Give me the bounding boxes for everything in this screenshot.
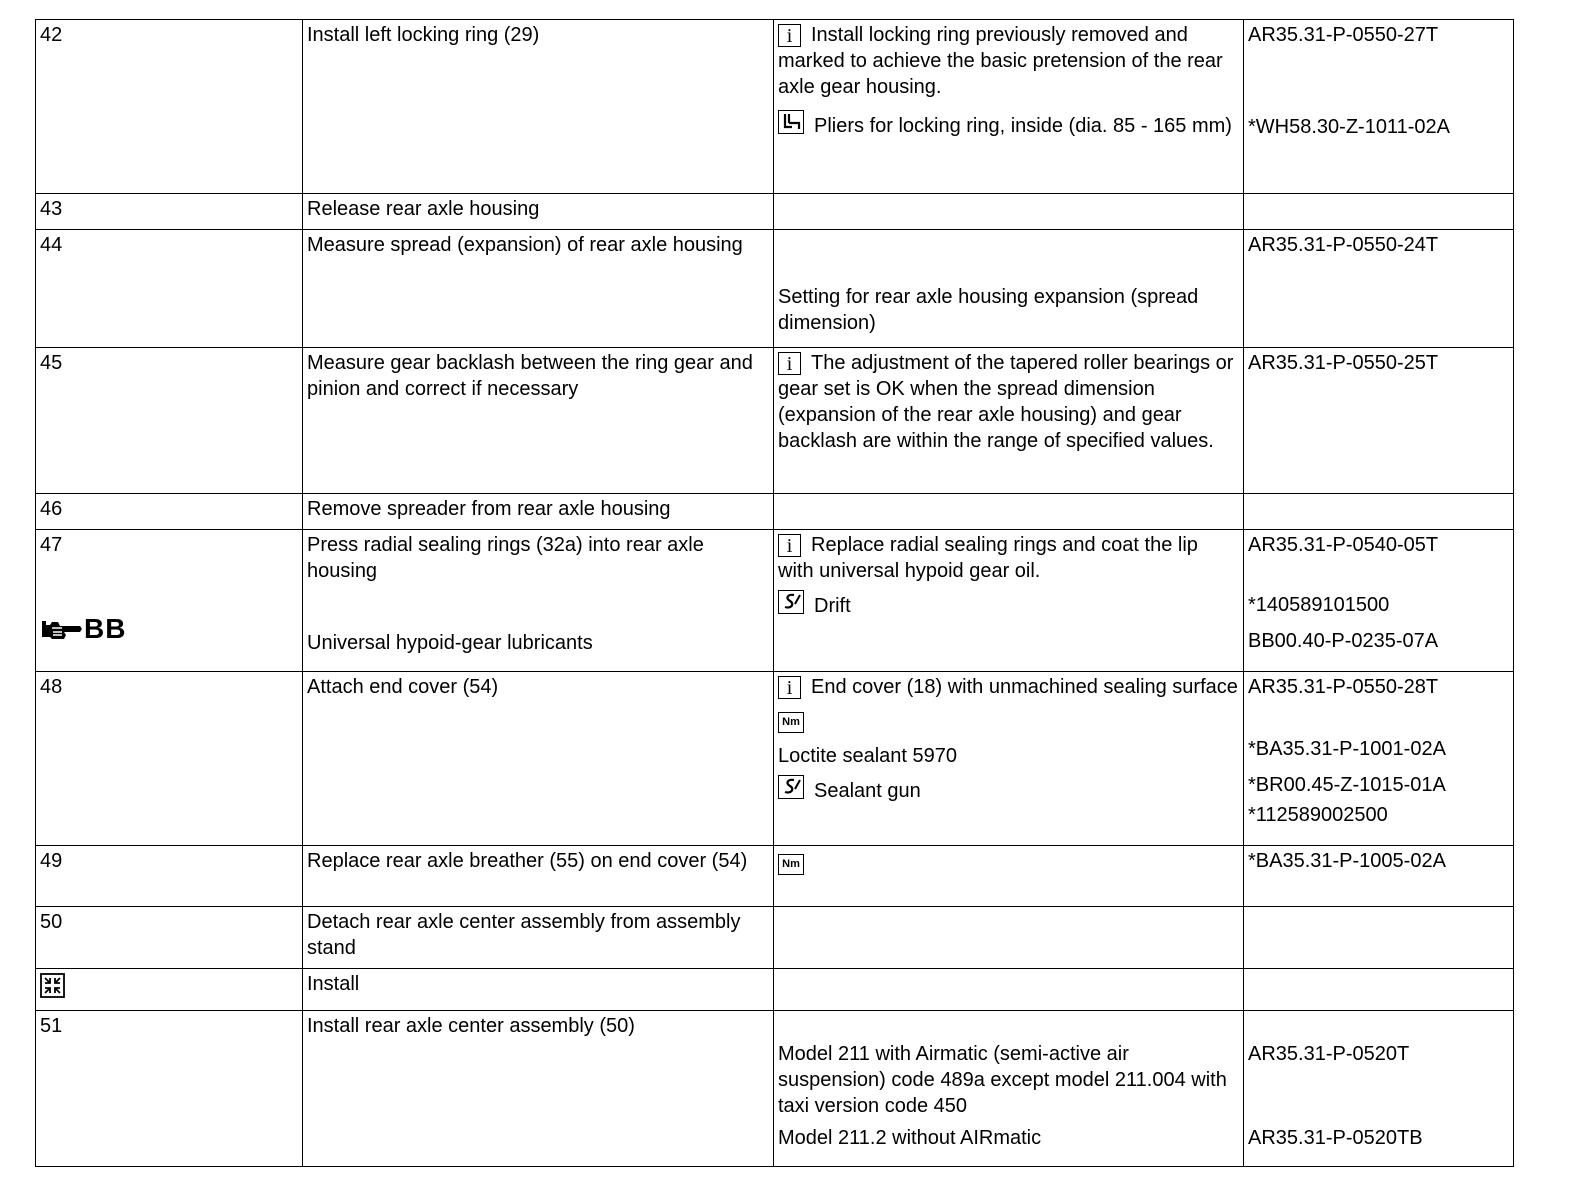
ref-cell <box>1244 672 1514 846</box>
note-text: Drift <box>814 595 851 617</box>
ref-cell <box>1244 1011 1514 1167</box>
sealant-gun-tool-icon <box>778 775 804 799</box>
note-cell <box>774 530 1244 672</box>
lubricant-ref-marker[interactable]: BB <box>40 616 297 645</box>
ref-code[interactable]: AR35.31-P-0550-24T <box>1248 234 1439 256</box>
note-cell <box>774 348 1244 494</box>
table-row <box>36 846 1514 907</box>
action-cell: Install left locking ring (29) <box>303 20 774 194</box>
ref-code[interactable]: *WH58.30-Z-1011-02A <box>1248 116 1450 138</box>
ref-cell <box>1244 530 1514 672</box>
note-cell <box>774 846 1244 907</box>
table-row <box>36 672 1514 846</box>
ref-code[interactable]: *140589101500 <box>1248 594 1390 616</box>
note-text: End cover (18) with unmachined sealing surface <box>811 676 1238 698</box>
drift-tool-icon <box>778 590 804 614</box>
step-cell: 46 <box>36 494 303 530</box>
table-row <box>36 230 1514 348</box>
ref-cell <box>1244 969 1514 1011</box>
ref-code[interactable]: AR35.31-P-0520T <box>1248 1043 1410 1065</box>
step-cell: 43 <box>36 194 303 230</box>
info-icon: i <box>778 676 801 699</box>
action-cell: Attach end cover (54) <box>303 672 774 846</box>
step-cell <box>36 530 303 672</box>
action-cell: Install rear axle center assembly (50) <box>303 1011 774 1167</box>
note-text: Replace radial sealing rings and coat the lip with universal hypoid gear oil. <box>778 534 1198 582</box>
ref-code[interactable]: *112589002500 <box>1248 804 1388 826</box>
note-text: Pliers for locking ring, inside (dia. 85 - 165 mm) <box>814 115 1232 137</box>
note-text: The adjustment of the tapered roller bearings or gear set is OK when the spread dimension (expansion of the rear axle housing) and gear backlash are within the range of specified values. <box>778 352 1234 452</box>
action-cell: Measure gear backlash between the ring gear and pinion and correct if necessary <box>303 348 774 494</box>
info-icon: i <box>778 352 801 375</box>
ref-code[interactable]: *BR00.45-Z-1015-01A <box>1248 774 1446 796</box>
ref-cell <box>1244 20 1514 194</box>
step-cell: 48 <box>36 672 303 846</box>
ref-code[interactable]: AR35.31-P-0550-28T <box>1248 676 1439 698</box>
step-cell: 45 <box>36 348 303 494</box>
step-cell: 42 <box>36 20 303 194</box>
note-text: Install locking ring previously removed and marked to achieve the basic pretension of the rear axle gear housing. <box>778 24 1223 98</box>
note-cell <box>774 230 1244 348</box>
action-text: Universal hypoid-gear lubricants <box>307 632 593 654</box>
table-row <box>36 530 1514 672</box>
step-cell: 50 <box>36 907 303 969</box>
action-cell: Detach rear axle center assembly from assembly stand <box>303 907 774 969</box>
note-cell <box>774 1011 1244 1167</box>
ref-cell <box>1244 194 1514 230</box>
note-text: Loctite sealant 5970 <box>778 745 958 767</box>
note-text: Sealant gun <box>814 780 921 802</box>
step-cell: 51 <box>36 1011 303 1167</box>
ref-code[interactable]: *BA35.31-P-1005-02A <box>1248 850 1446 872</box>
note-text: Model 211.2 without AIRmatic <box>778 1127 1042 1149</box>
action-text: Press radial sealing rings (32a) into rear axle housing <box>307 534 704 582</box>
ref-code[interactable]: BB00.40-P-0235-07A <box>1248 630 1439 652</box>
ref-cell <box>1244 494 1514 530</box>
table-row <box>36 348 1514 494</box>
install-icon <box>40 973 65 998</box>
action-cell: Measure spread (expansion) of rear axle housing <box>303 230 774 348</box>
note-cell <box>774 672 1244 846</box>
ref-cell <box>1244 907 1514 969</box>
note-cell <box>774 194 1244 230</box>
torque-icon: Nm <box>778 712 804 733</box>
table-row <box>36 1011 1514 1167</box>
action-cell: Replace rear axle breather (55) on end cover (54) <box>303 846 774 907</box>
ref-code[interactable]: *BA35.31-P-1001-02A <box>1248 738 1446 760</box>
table-row <box>36 907 1514 969</box>
note-cell <box>774 907 1244 969</box>
action-cell: Remove spreader from rear axle housing <box>303 494 774 530</box>
pliers-tool-icon <box>778 110 804 134</box>
torque-icon: Nm <box>778 854 804 875</box>
step-cell: 49 <box>36 846 303 907</box>
table-row <box>36 20 1514 194</box>
note-text: Model 211 with Airmatic (semi-active air suspension) code 489a except model 211.004 with taxi version code 450 <box>778 1043 1227 1117</box>
table-row <box>36 969 1514 1011</box>
note-text: Setting for rear axle housing expansion (spread dimension) <box>778 286 1199 334</box>
ref-code[interactable]: AR35.31-P-0550-27T <box>1248 24 1439 46</box>
ref-code[interactable]: AR35.31-P-0520TB <box>1248 1127 1423 1149</box>
note-cell <box>774 969 1244 1011</box>
ref-cell <box>1244 846 1514 907</box>
table-row <box>36 494 1514 530</box>
ref-code[interactable]: AR35.31-P-0550-25T <box>1248 352 1439 374</box>
action-cell: Install <box>303 969 774 1011</box>
note-cell <box>774 494 1244 530</box>
procedure-table <box>35 19 1514 1167</box>
step-number: 47 <box>40 534 63 556</box>
ref-code[interactable]: AR35.31-P-0540-05T <box>1248 534 1439 556</box>
step-cell: 44 <box>36 230 303 348</box>
info-icon: i <box>778 534 801 557</box>
ref-cell <box>1244 348 1514 494</box>
info-icon: i <box>778 24 801 47</box>
ref-cell <box>1244 230 1514 348</box>
note-cell <box>774 20 1244 194</box>
table-row <box>36 194 1514 230</box>
action-cell <box>303 530 774 672</box>
action-cell: Release rear axle housing <box>303 194 774 230</box>
pointing-hand-icon <box>40 617 84 641</box>
step-cell <box>36 969 303 1011</box>
